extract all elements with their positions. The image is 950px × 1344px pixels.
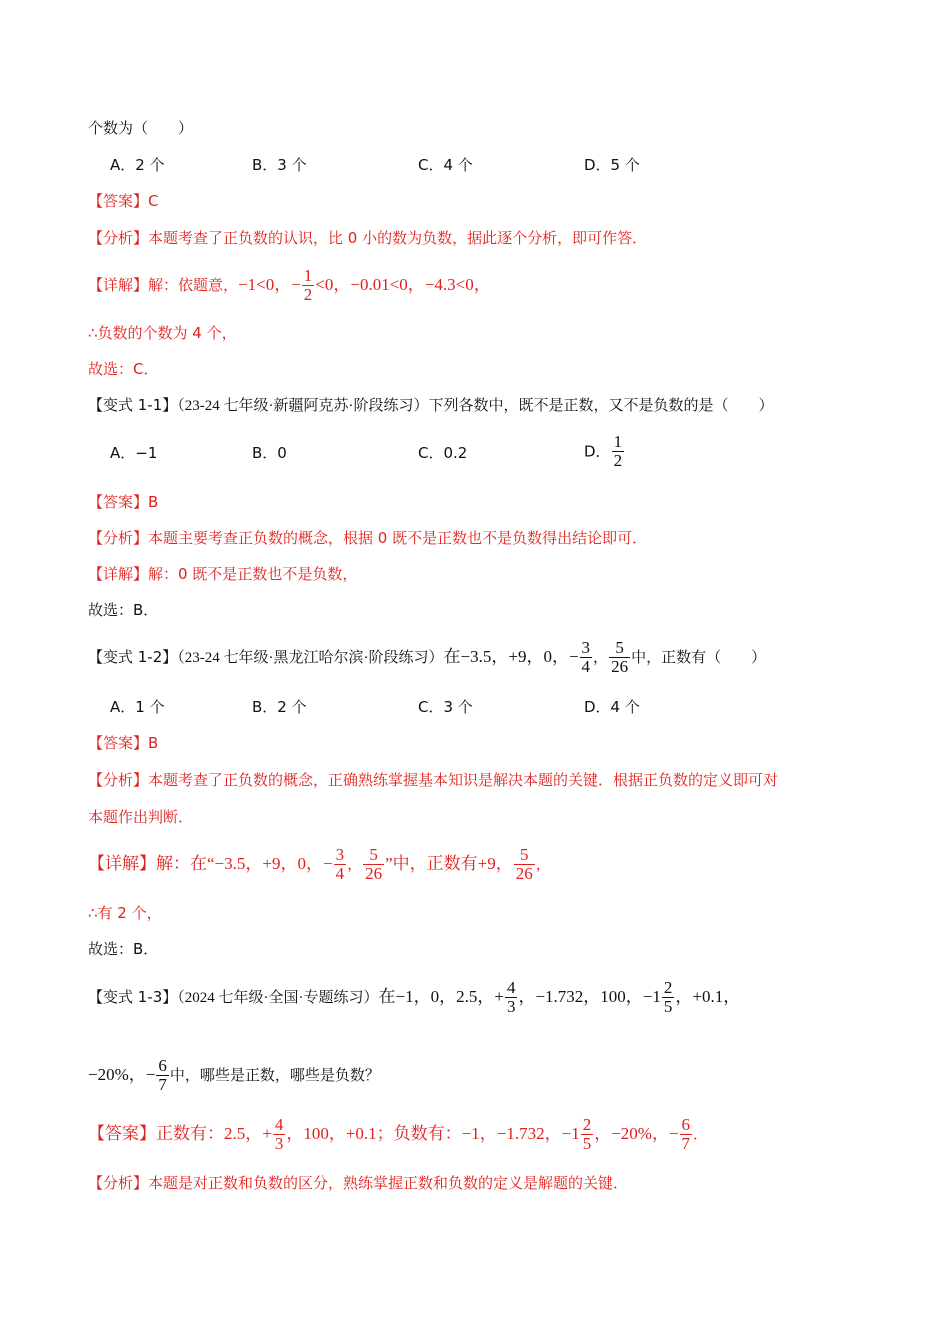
fraction-denominator: 3: [274, 1134, 284, 1153]
options-row: [0, 433, 950, 477]
fraction: [363, 846, 384, 883]
fraction-numerator: 6: [158, 1056, 167, 1075]
fraction-denominator: 2: [303, 285, 313, 304]
fraction: [156, 1057, 169, 1094]
select-line: 故选：B．: [88, 601, 159, 619]
analysis-line: 【分析】本题考查了正负数的认识，比 0 小的数为负数，据此逐个分析，即可作答．: [88, 229, 648, 247]
fraction-numerator: 3: [581, 638, 591, 657]
fraction-denominator: 26: [515, 864, 533, 883]
variant-question-text: 中，哪些是正数，哪些是负数？: [169, 1066, 380, 1084]
select-line: 故选：C．: [88, 360, 159, 378]
fraction-denominator: 5: [582, 1134, 592, 1153]
answer-line: [88, 1113, 708, 1155]
fraction-denominator: 4: [335, 864, 345, 883]
answer-math: ，−20%，−: [594, 1124, 679, 1143]
answer-math: ，100，+0.1；负数有：−1，−1.732，−1: [286, 1124, 580, 1143]
option-b: B．0: [252, 444, 287, 462]
fraction-numerator: 2: [582, 1115, 592, 1134]
detail-line: [88, 266, 491, 304]
detail-math: <0，−0.01<0，−4.3<0，: [315, 275, 491, 294]
fraction-numerator: 2: [663, 978, 673, 997]
separator: ，: [347, 855, 363, 873]
fraction-numerator: 1: [303, 266, 313, 285]
option-b: B．3 个: [252, 156, 307, 174]
option-a-text: A．−1: [110, 444, 158, 462]
fraction-numerator: 5: [519, 845, 529, 864]
fraction: [505, 979, 518, 1016]
fraction-denominator: 5: [663, 997, 673, 1016]
separator: ，: [535, 855, 551, 873]
fraction-numerator: 4: [274, 1115, 284, 1134]
option-d: D．5 个: [584, 156, 640, 174]
variant-math: −20%，−: [88, 1065, 156, 1084]
analysis-line: 【分析】本题是对正数和负数的区分，熟练掌握正数和负数的定义是解题的关键．: [88, 1174, 629, 1192]
fraction: [514, 846, 535, 883]
answer-line: [88, 191, 159, 211]
detail-line: 【详解】解：0 既不是正数也不是负数，: [88, 565, 358, 583]
variant-math: ，+0.1，: [675, 987, 741, 1006]
variant-source: （23-24 七年级·黑龙江哈尔滨·阶段练习）: [177, 650, 444, 666]
option-a: A．2 个: [110, 156, 165, 174]
fraction: [580, 639, 593, 676]
fraction: [334, 846, 347, 883]
variant-question: [88, 636, 766, 679]
question-text: 个数为（ ）: [88, 119, 194, 137]
detail-label: 【详解】解：依题意，: [88, 276, 239, 294]
detail-math: −1<0，−: [238, 275, 301, 294]
option-d: [584, 433, 625, 470]
fraction: [609, 639, 630, 676]
option-a: A．1 个: [110, 698, 165, 716]
option-c: C．4 个: [418, 156, 473, 174]
answer-value: B: [148, 734, 159, 752]
fraction: [581, 1116, 594, 1153]
answer-value: B: [148, 493, 159, 511]
fraction-numerator: 6: [681, 1115, 691, 1134]
option-a: [110, 443, 157, 463]
variant-question-text: 下列各数中，既不是正数，又不是负数的是（ ）: [428, 396, 774, 414]
fraction: [273, 1116, 286, 1153]
option-c: C．0.2: [418, 444, 468, 462]
conclusion-line: ∴有 2 个，: [88, 904, 162, 922]
fraction-denominator: 2: [613, 451, 623, 470]
option-b: B．2 个: [252, 698, 307, 716]
analysis-line: 【分析】本题主要考查正负数的概念，根据 0 既不是正数也不是负数得出结论即可．: [88, 529, 648, 547]
fraction: [680, 1116, 693, 1153]
separator: ．: [693, 1125, 709, 1143]
variant-question: [88, 976, 740, 1019]
separator: ，: [593, 648, 609, 666]
analysis-line: 【分析】本题考查了正负数的概念，正确熟练掌握基本知识是解决本题的关键．根据正负数的定义即可对: [88, 771, 779, 789]
variant-question-cont: [88, 1054, 380, 1096]
variant-tag: 【变式 1-3】: [88, 988, 178, 1006]
answer-tag: 【答案】: [88, 734, 149, 752]
fraction: [662, 979, 675, 1016]
variant-tag: 【变式 1-2】: [88, 648, 178, 666]
variant-math: ，−1.732，100，−1: [518, 987, 661, 1006]
variant-math: 在−3.5，+9，0，−: [443, 647, 579, 666]
fraction-denominator: 3: [506, 997, 516, 1016]
answer-tag: 【答案】: [88, 192, 149, 210]
answer-value: C: [148, 192, 159, 210]
fraction-denominator: 26: [611, 657, 629, 676]
analysis-line-2: 本题作出判断．: [88, 808, 194, 826]
answer-line: [88, 733, 158, 753]
fraction-numerator: 4: [506, 978, 516, 997]
detail-math: 【详解】解：在“−3.5，+9，0，−: [88, 854, 333, 873]
fraction-numerator: 3: [335, 845, 345, 864]
fraction-numerator: 5: [369, 845, 378, 864]
fraction: [612, 433, 625, 470]
detail-line: [88, 843, 551, 885]
select-line: 故选：B．: [88, 940, 159, 958]
fraction-numerator: 5: [615, 638, 624, 657]
fraction-denominator: 26: [365, 864, 383, 883]
option-c: C．3 个: [418, 698, 473, 716]
fraction-numerator: 1: [613, 432, 623, 451]
option-d-label: D．: [584, 442, 611, 461]
variant-math: 在−1，0，2.5，+: [378, 987, 504, 1006]
detail-math: ”中，正数有+9，: [385, 854, 513, 873]
variant-question: [88, 395, 774, 416]
fraction-denominator: 7: [158, 1075, 167, 1094]
answer-math: 【答案】正数有：2.5，+: [88, 1124, 272, 1143]
option-d: D．4 个: [584, 698, 640, 716]
conclusion-line: ∴负数的个数为 4 个，: [88, 324, 237, 342]
answer-line: [88, 492, 158, 512]
variant-source: （23-24 七年级·新疆阿克苏·阶段练习）: [177, 398, 429, 414]
variant-question-text: 中，正数有（ ）: [631, 648, 767, 666]
variant-tag: 【变式 1-1】: [88, 396, 178, 414]
answer-tag: 【答案】: [88, 493, 149, 511]
fraction: [302, 267, 315, 304]
fraction-denominator: 7: [681, 1134, 691, 1153]
variant-source: （2024 七年级·全国·专题练习）: [177, 990, 379, 1006]
fraction-denominator: 4: [581, 657, 591, 676]
